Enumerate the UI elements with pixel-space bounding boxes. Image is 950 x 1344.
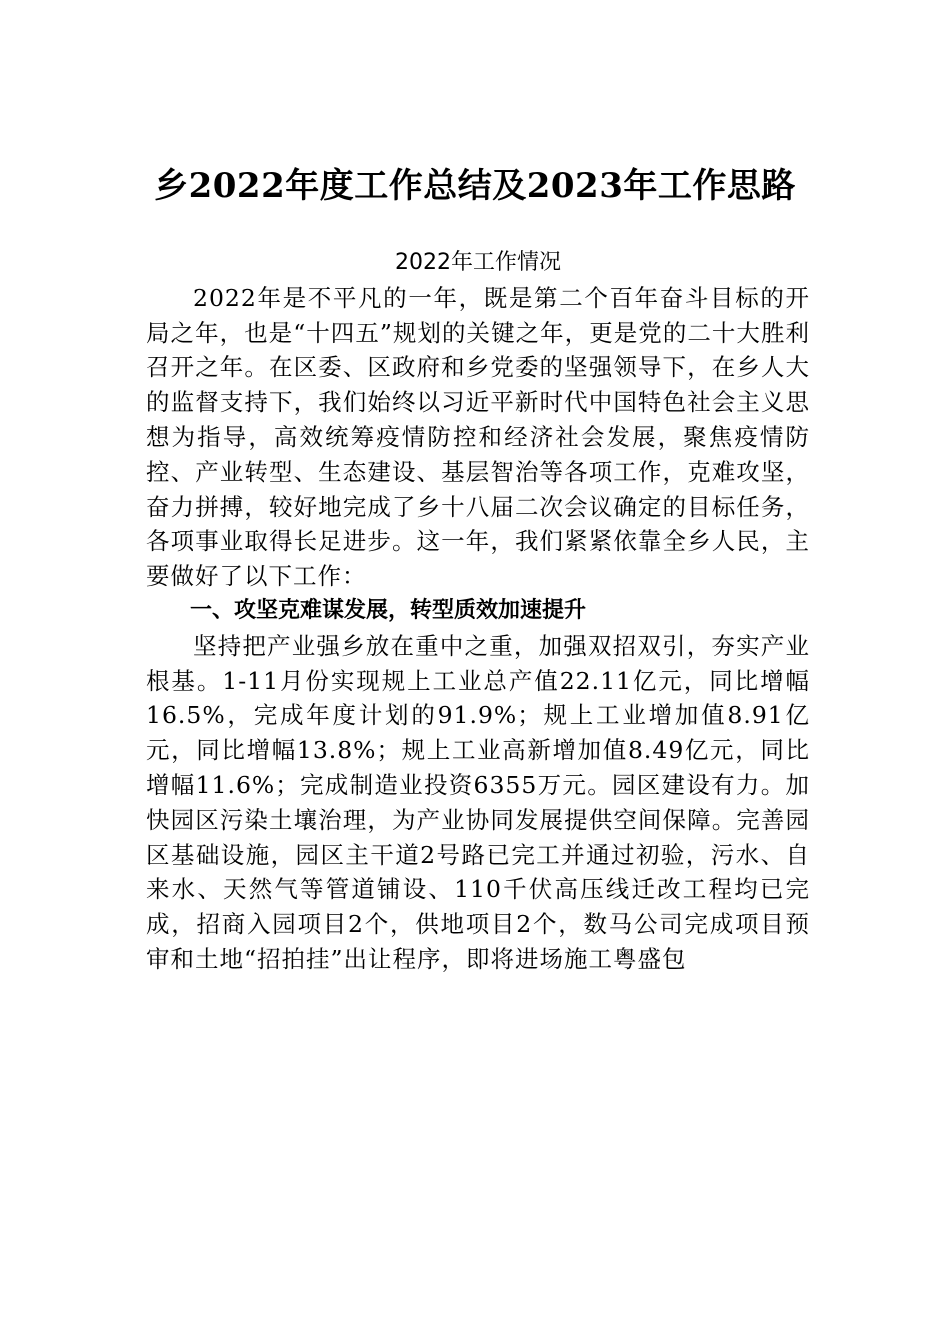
- paragraph-intro: 2022年是不平凡的一年，既是第二个百年奋斗目标的开局之年，也是“十四五”规划的关键之年，更是党的二十大胜利召开之年。在区委、区政府和乡党委的坚强领导下，在乡人大的监督支持下，我们始终以习近平新时代中国特色社会主义思想为指导，高效统筹疫情防控和经济社会发展，聚焦疫情防控、产业转型、生态建设、基层智治等各项工作，克难攻坚，奋力拼搏，较好地完成了乡十八届二次会议确定的目标任务，各项事业取得长足进步。这一年，我们紧紧依靠全乡人民，主要做好了以下工作：: [146, 283, 810, 591]
- paragraph-industry: 坚持把产业强乡放在重中之重，加强双招双引，夯实产业根基。1-11月份实现规上工业总产值22.11亿元，同比增幅16.5%，完成年度计划的91.9%；规上工业增加值8.91亿元，同比增幅13.8%；规上工业高新增加值8.49亿元，同比增幅11.6%；完成制造业投资6355万元。园区建设有力。加快园区污染土壤治理，为产业协同发展提供空间保障。完善园区基础设施，园区主干道2号路已完工并通过初验，污水、自来水、天然气等管道铺设、110千伏高压线迁改工程均已完成，招商入园项目2个，供地项目2个，数马公司完成项目预审和土地“招拍挂”出让程序，即将进场施工粤盛包: [146, 631, 810, 973]
- document-body: [146, 246, 810, 977]
- document-title: 乡2022年度工作总结及2023年工作思路: [154, 166, 796, 206]
- section-heading: 2022年工作情况: [395, 250, 561, 275]
- subheading-development: 一、攻坚克难谋发展，转型质效加速提升: [190, 597, 587, 623]
